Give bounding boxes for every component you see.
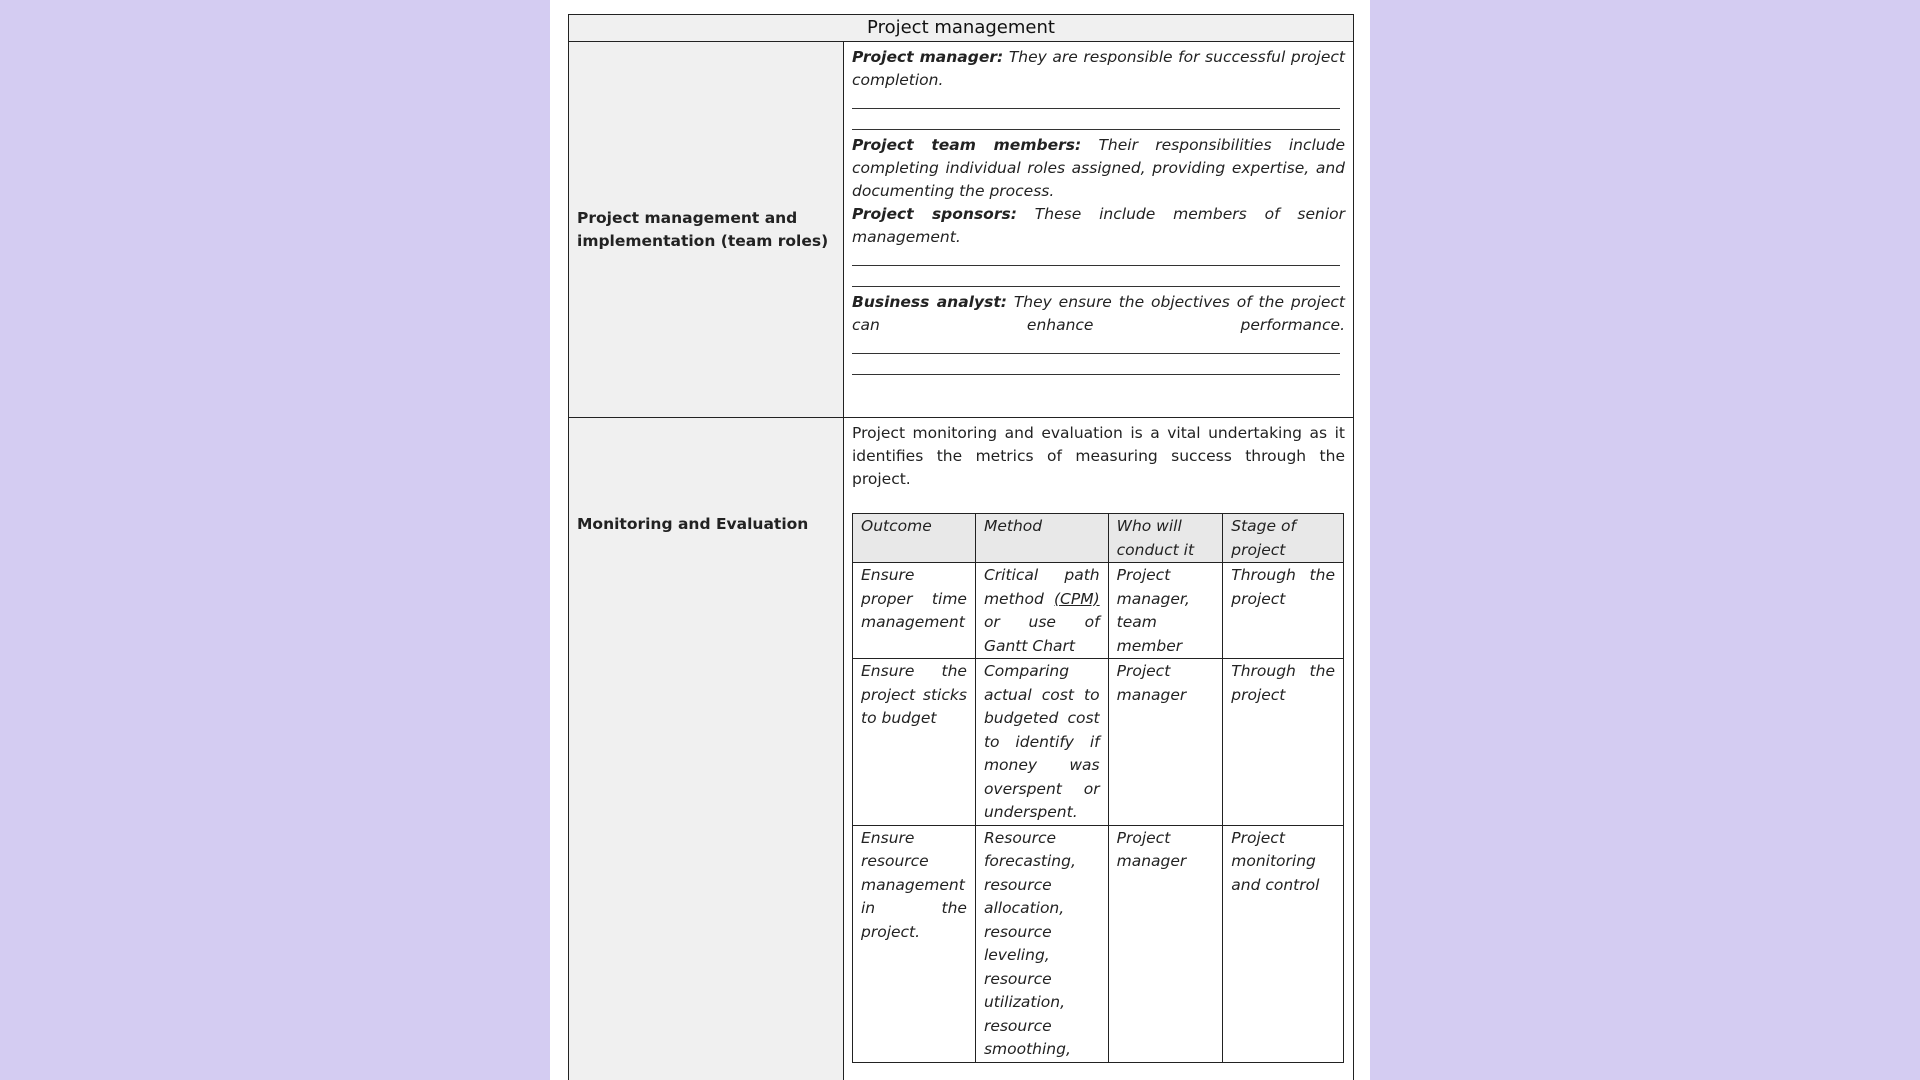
- role-project-manager: Project manager: They are responsible for successful project completion.: [852, 48, 1345, 89]
- role-business-analyst: Business analyst: They ensure the objectives of the project can enhance performance.: [852, 293, 1345, 334]
- team-roles-row: [569, 42, 1353, 418]
- cell-method: Comparing actual cost to budgeted cost to identify if money was overspent or underspent.: [975, 659, 1108, 826]
- team-roles-content: [844, 42, 1353, 417]
- cpm-link[interactable]: (CPM): [1053, 589, 1100, 608]
- header-who: Who will conduct it: [1108, 514, 1223, 563]
- role-team-members: Project team members: Their responsibilities include completing individual roles assigned, providing expertise, and documenting the process.: [852, 136, 1345, 200]
- blank-line: [852, 249, 1340, 266]
- blank-line: [852, 354, 1340, 375]
- table-row: [853, 659, 1344, 826]
- monitoring-row: [569, 418, 1353, 1080]
- blank-line: [852, 92, 1340, 109]
- table-header-row: [853, 514, 1344, 563]
- header-stage: Stage of project: [1223, 514, 1344, 563]
- cell-who: Project manager, team member: [1108, 563, 1223, 659]
- cell-outcome: Ensure proper time management: [853, 563, 976, 659]
- team-roles-label: Project management and implementation (team roles): [569, 42, 844, 417]
- monitoring-table: [852, 513, 1344, 1063]
- monitoring-content: [844, 418, 1353, 1080]
- cell-stage: Through the project: [1223, 563, 1344, 659]
- blank-line: [852, 109, 1340, 130]
- table-title: Project management: [569, 15, 1353, 42]
- blank-line: [852, 266, 1340, 287]
- cell-who: Project manager: [1108, 825, 1223, 1062]
- project-management-table: [568, 14, 1354, 1080]
- cell-stage: Project monitoring and control: [1223, 825, 1344, 1062]
- cell-stage: Through the project: [1223, 659, 1344, 826]
- header-outcome: Outcome: [853, 514, 976, 563]
- table-row: [853, 563, 1344, 659]
- cell-method: Critical path method (CPM) or use of Gantt Chart: [975, 563, 1108, 659]
- document-page: [550, 0, 1370, 1080]
- monitoring-label: Monitoring and Evaluation: [569, 418, 844, 1080]
- cell-who: Project manager: [1108, 659, 1223, 826]
- monitoring-intro: Project monitoring and evaluation is a vital undertaking as it identifies the metrics of measuring success through the project.: [852, 424, 1345, 488]
- header-method: Method: [975, 514, 1108, 563]
- cell-outcome: Ensure the project sticks to budget: [853, 659, 976, 826]
- table-row: [853, 825, 1344, 1062]
- cell-outcome: Ensure resource management in the project.: [853, 825, 976, 1062]
- blank-line: [852, 337, 1340, 354]
- cell-method: Resource forecasting, resource allocation, resource leveling, resource utilization, resource smoothing,: [975, 825, 1108, 1062]
- role-project-sponsors: Project sponsors: These include members of senior management.: [852, 205, 1345, 246]
